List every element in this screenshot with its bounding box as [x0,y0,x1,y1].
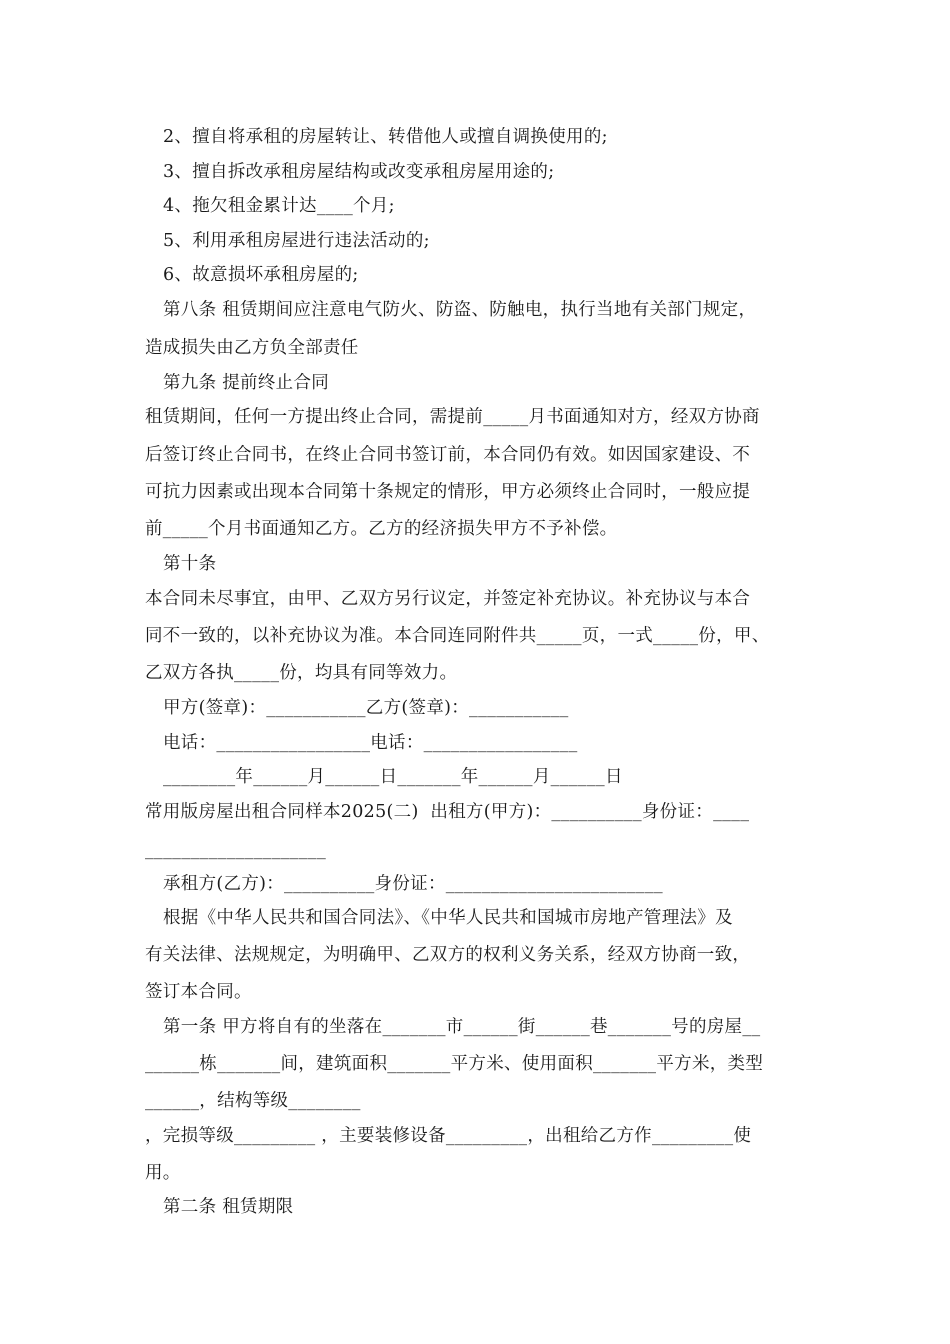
article-1-text: 用。 [145,1163,181,1183]
contract-title-line: 常用版房屋出租合同样本2025(二) 出租方(甲方)：__________身份证：____ [145,802,750,822]
preamble-text: 根据《中华人民共和国合同法》、《中华人民共和国城市房地产管理法》及 [163,908,733,928]
article-10-text: 同不一致的，以补充协议为准。本合同连同附件共_____页，一式_____份，甲、 [145,626,770,646]
id-blank-line: ____________________ [145,840,326,860]
article-9-text: 可抗力因素或出现本合同第十条规定的情形，甲方必须终止合同时，一般应提 [145,482,751,502]
article-10-text: 乙双方各执_____份，均具有同等效力。 [145,663,458,683]
date-line: ________年______月______日_______年______月______日 [163,767,623,787]
signature-line: 甲方(签章)：___________乙方(签章)：___________ [163,698,569,718]
article-9-heading: 第九条 提前终止合同 [163,373,330,393]
article-2-heading: 第二条 租赁期限 [163,1197,294,1217]
preamble-text: 签订本合同。 [145,982,252,1002]
article-10-heading: 第十条 [163,554,217,574]
article-8-text: 第八条 租赁期间应注意电气防火、防盗、防触电，执行当地有关部门规定， [163,300,757,320]
article-9-text: 租赁期间，任何一方提出终止合同，需提前_____月书面通知对方，经双方协商 [145,407,760,427]
clause-item-5: 5、利用承租房屋进行违法活动的; [163,231,430,251]
article-1-text: ______，结构等级________ [145,1091,361,1111]
article-8-text-cont: 造成损失由乙方负全部责任 [145,338,359,358]
article-9-text: 前_____个月书面通知乙方。乙方的经济损失甲方不予补偿。 [145,519,618,539]
article-1-text: ，完损等级_________ ，主要装修设备_________，出租给乙方作_________使 [145,1126,752,1146]
clause-item-4: 4、拖欠租金累计达____个月; [163,196,395,216]
article-9-text: 后签订终止合同书，在终止合同书签订前，本合同仍有效。如因国家建设、不 [145,445,751,465]
preamble-text: 有关法律、法规规定，为明确甲、乙双方的权利义务关系，经双方协商一致， [145,945,751,965]
article-1-text: 第一条 甲方将自有的坐落在_______市______街______巷_______号的房屋__ [163,1017,761,1037]
clause-item-2: 2、擅自将承租的房屋转让、转借他人或擅自调换使用的; [163,127,608,147]
clause-item-6: 6、故意损坏承租房屋的; [163,265,359,285]
article-1-text: ______栋_______间，建筑面积_______平方米、使用面积_______平方米，类型 [145,1054,764,1074]
article-10-text: 本合同未尽事宜，由甲、乙双方另行议定，并签定补充协议。补充协议与本合 [145,589,751,609]
phone-line: 电话：_________________电话：_________________ [163,733,578,753]
clause-item-3: 3、擅自拆改承租房屋结构或改变承租房屋用途的; [163,162,555,182]
tenant-line: 承租方(乙方)：__________身份证：________________________ [163,874,663,894]
